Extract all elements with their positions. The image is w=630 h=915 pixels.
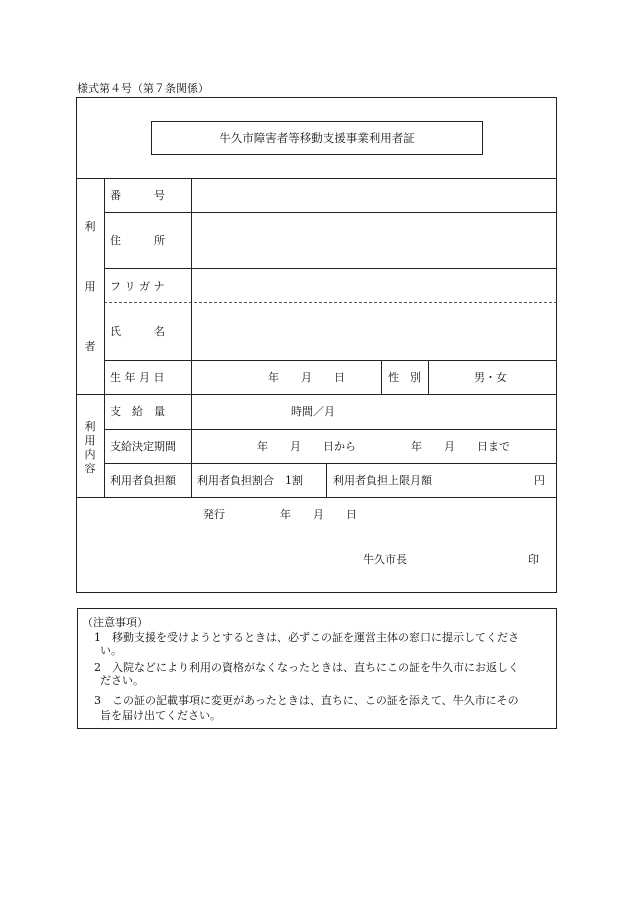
- note-1-line-1: 1 移動支援を受けようとするときは、必ずこの証を運営主体の窓口に提示してくださ: [94, 631, 519, 644]
- divider-sex-value-left: [428, 360, 429, 394]
- note-3-line-1: 3 この証の記載事項に変更があったときは、直ちに、この証を添えて、牛久市にその: [94, 694, 519, 707]
- seal-mark: 印: [528, 553, 539, 566]
- divider-sex-label-left: [381, 360, 382, 394]
- label-sex: 性 別: [388, 371, 421, 384]
- title-box: [151, 121, 483, 155]
- furigana-field[interactable]: [192, 269, 556, 302]
- divider-copay-middle: [326, 463, 327, 497]
- label-number: 番 号: [110, 189, 165, 202]
- label-amount: 支 給 量: [110, 405, 165, 418]
- divider-user-bottom: [76, 394, 557, 395]
- divider-group-column: [104, 178, 105, 497]
- mayor-title: 牛久市長: [363, 553, 407, 566]
- note-2-line-1: 2 入院などにより利用の資格がなくなったときは、直ちにこの証を牛久市にお返しく: [94, 661, 519, 674]
- group-char-sha: 者: [84, 340, 96, 353]
- label-address: 住 所: [110, 234, 165, 247]
- note-2-line-2: ださい。: [100, 674, 144, 687]
- label-copay: 利用者負担額: [110, 474, 176, 487]
- note-3-line-2: 旨を届け出てください。: [100, 709, 221, 722]
- address-field[interactable]: [192, 213, 556, 268]
- label-period: 支給決定期間: [110, 440, 176, 453]
- sex-value[interactable]: 男・女: [474, 371, 507, 384]
- copay-ratio: 利用者負担割合 1割: [197, 474, 303, 487]
- period-value[interactable]: 年 月 日から 年 月 日まで: [257, 440, 510, 453]
- divider-amount-bottom: [104, 429, 557, 430]
- copay-limit-unit: 円: [534, 474, 545, 487]
- form-label: 様式第４号（第７条関係）: [77, 82, 209, 95]
- note-1-line-2: い。: [100, 644, 122, 657]
- name-field[interactable]: [192, 303, 556, 360]
- notes-box: [77, 608, 557, 729]
- group-char-ri: 利: [84, 220, 96, 233]
- group-char-you: 用: [84, 280, 96, 293]
- divider-usage-bottom: [76, 497, 557, 498]
- card-title: 牛久市障害者等移動支援事業利用者証: [219, 131, 415, 145]
- copay-limit-label: 利用者負担上限月額: [333, 474, 432, 487]
- birthdate-value[interactable]: 年 月 日: [268, 371, 345, 384]
- label-name: 氏 名: [110, 325, 165, 338]
- label-furigana: フ リ ガ ナ: [110, 280, 165, 293]
- label-birthdate: 生 年 月 日: [110, 371, 165, 384]
- issue-date: 発行 年 月 日: [203, 508, 357, 521]
- divider-name-bottom: [104, 360, 557, 361]
- group-usage-label: 利用内容: [84, 420, 96, 475]
- divider-period-bottom: [104, 463, 557, 464]
- notes-heading: （注意事項）: [82, 616, 148, 629]
- number-field[interactable]: [192, 179, 556, 212]
- amount-value[interactable]: 時間／月: [291, 405, 335, 418]
